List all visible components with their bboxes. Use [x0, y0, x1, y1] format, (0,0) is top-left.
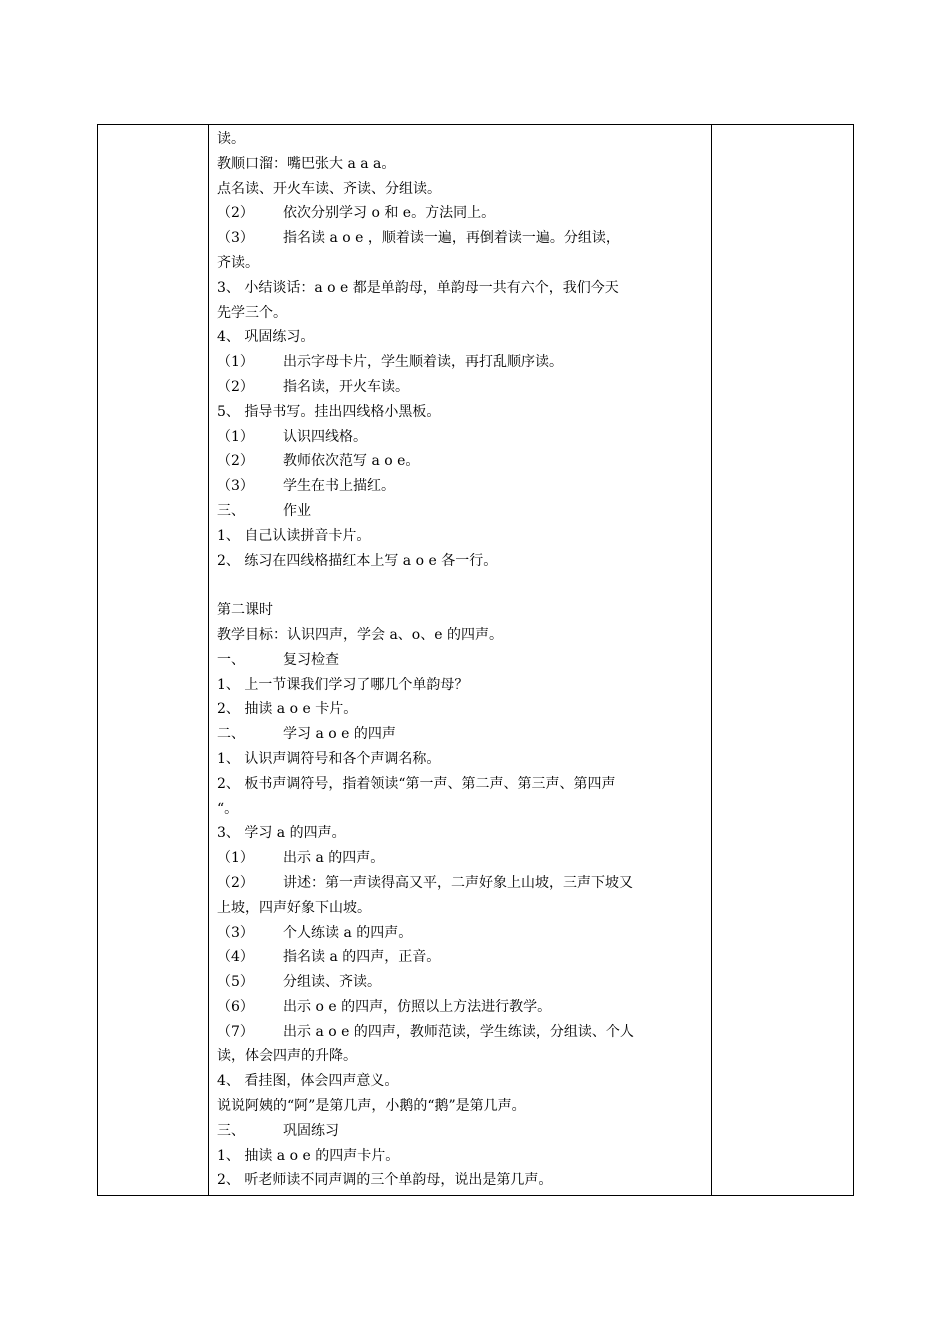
text-line [217, 573, 707, 598]
text-line [217, 970, 707, 995]
text-line [217, 846, 707, 871]
item-number: （1） [217, 428, 254, 445]
item-number: （2） [217, 378, 254, 395]
text-line [217, 921, 707, 946]
line-text: 学习 a o e 的四声 [283, 726, 396, 743]
text-line [217, 1144, 707, 1169]
text-line [217, 673, 707, 698]
text-line [217, 226, 707, 251]
item-number: （5） [217, 974, 254, 991]
line-text: 教顺口溜：嘴巴张大 a a a。 [217, 155, 396, 172]
line-text: 出示 a o e 的四声，教师范读，学生练读，分组读、个人 [283, 1023, 634, 1040]
text-line [217, 400, 707, 425]
line-text: 1、 自己认读拼音卡片。 [217, 527, 371, 544]
text-line [217, 524, 707, 549]
text-line [217, 301, 707, 326]
item-number: （6） [217, 998, 254, 1015]
line-text: 点名读、开火车读、齐读、分组读。 [217, 180, 441, 197]
text-line [217, 896, 707, 921]
column-divider-left [208, 125, 209, 1195]
item-number: 三、 [217, 1122, 245, 1139]
text-line [217, 549, 707, 574]
line-text: 教师依次范写 a o e。 [283, 453, 420, 470]
text-line [217, 598, 707, 623]
line-text: 读。 [217, 131, 245, 147]
line-text: 上坡，四声好象下山坡。 [217, 899, 371, 916]
text-line [217, 995, 707, 1020]
text-line [217, 325, 707, 350]
line-text: 学生在书上描红。 [283, 478, 395, 495]
line-text: 复习检查 [283, 651, 339, 668]
text-line [217, 945, 707, 970]
line-text: 分组读、齐读。 [283, 974, 381, 991]
text-line [217, 1094, 707, 1119]
line-text: 1、 认识声调符号和各个声调名称。 [217, 750, 441, 767]
line-text: 读，体会四声的升降。 [217, 1048, 357, 1065]
text-line [217, 375, 707, 400]
text-line [217, 177, 707, 202]
text-line [217, 821, 707, 846]
line-text: 认识四线格。 [283, 428, 367, 445]
line-text: “。 [217, 800, 239, 817]
line-text: 4、 看挂图，体会四声意义。 [217, 1073, 399, 1090]
text-line [217, 425, 707, 450]
item-number: （3） [217, 924, 254, 941]
text-line [217, 722, 707, 747]
line-text: 指名读 a 的四声，正音。 [283, 949, 441, 966]
line-text: 出示 a 的四声。 [283, 850, 385, 867]
text-line [217, 1020, 707, 1045]
text-line [217, 127, 707, 152]
text-line [217, 797, 707, 822]
line-text: 2、 练习在四线格描红本上写 a o e 各一行。 [217, 552, 498, 569]
text-line [217, 871, 707, 896]
item-number: （3） [217, 478, 254, 495]
column-divider-right [711, 125, 712, 1195]
line-text: 4、 巩固练习。 [217, 329, 315, 346]
line-text: 指名读，开火车读。 [283, 378, 409, 395]
line-text: 2、 抽读 a o e 卡片。 [217, 701, 358, 718]
line-text: 5、 指导书写。挂出四线格小黑板。 [217, 403, 441, 420]
line-text: 指名读 a o e ，顺着读一遍，再倒着读一遍。分组读， [283, 230, 620, 247]
item-number: （3） [217, 230, 254, 247]
item-number: （4） [217, 949, 254, 966]
item-number: （1） [217, 354, 254, 371]
item-number: 二、 [217, 726, 245, 743]
text-line [217, 1044, 707, 1069]
item-number: （2） [217, 453, 254, 470]
item-number: （2） [217, 205, 254, 222]
text-line [217, 623, 707, 648]
text-line [217, 449, 707, 474]
text-line [217, 772, 707, 797]
line-text: 出示 o e 的四声，仿照以上方法进行教学。 [283, 998, 552, 1015]
line-text: 作业 [283, 502, 311, 519]
text-line [217, 201, 707, 226]
line-text: 教学目标：认识四声，学会 a、o、e 的四声。 [217, 626, 503, 643]
line-text: 先学三个。 [217, 304, 287, 321]
text-line [217, 499, 707, 524]
text-line [217, 648, 707, 673]
line-text: 巩固练习 [283, 1122, 339, 1139]
line-text: 1、 上一节课我们学习了哪几个单韵母？ [217, 676, 469, 693]
line-text: 3、 学习 a 的四声。 [217, 825, 346, 842]
text-line [217, 276, 707, 301]
line-text: 讲述：第一声读得高又平，二声好象上山坡，三声下坡又 [283, 874, 633, 891]
text-line [217, 1119, 707, 1144]
text-line [217, 747, 707, 772]
item-number: 一、 [217, 651, 245, 668]
text-line [217, 474, 707, 499]
lesson-table [97, 124, 854, 1196]
text-line [217, 350, 707, 375]
line-text: 1、 抽读 a o e 的四声卡片。 [217, 1147, 400, 1164]
line-text: 出示字母卡片，学生顺着读，再打乱顺序读。 [283, 354, 563, 371]
item-number: （7） [217, 1023, 254, 1040]
line-text: 3、 小结谈话：a o e 都是单韵母，单韵母一共有六个，我们今天 [217, 279, 619, 296]
line-text: 2、 板书声调符号，指着领读“第一声、第二声、第三声、第四声 [217, 775, 616, 792]
item-number: （2） [217, 874, 254, 891]
line-text: 说说阿姨的“阿”是第几声，小鹅的“鹅”是第几声。 [217, 1098, 526, 1115]
text-line [217, 251, 707, 276]
item-number: 三、 [217, 502, 245, 519]
line-text: 齐读。 [217, 254, 259, 271]
text-line [217, 1069, 707, 1094]
item-number: （1） [217, 850, 254, 867]
line-text: 第二课时 [217, 602, 273, 619]
line-text: 个人练读 a 的四声。 [283, 924, 413, 941]
lesson-content [217, 127, 707, 1193]
line-text: 依次分别学习 o 和 e。方法同上。 [283, 205, 496, 222]
text-line [217, 1168, 707, 1193]
text-line [217, 697, 707, 722]
line-text: 2、 听老师读不同声调的三个单韵母，说出是第几声。 [217, 1172, 553, 1189]
text-line [217, 152, 707, 177]
